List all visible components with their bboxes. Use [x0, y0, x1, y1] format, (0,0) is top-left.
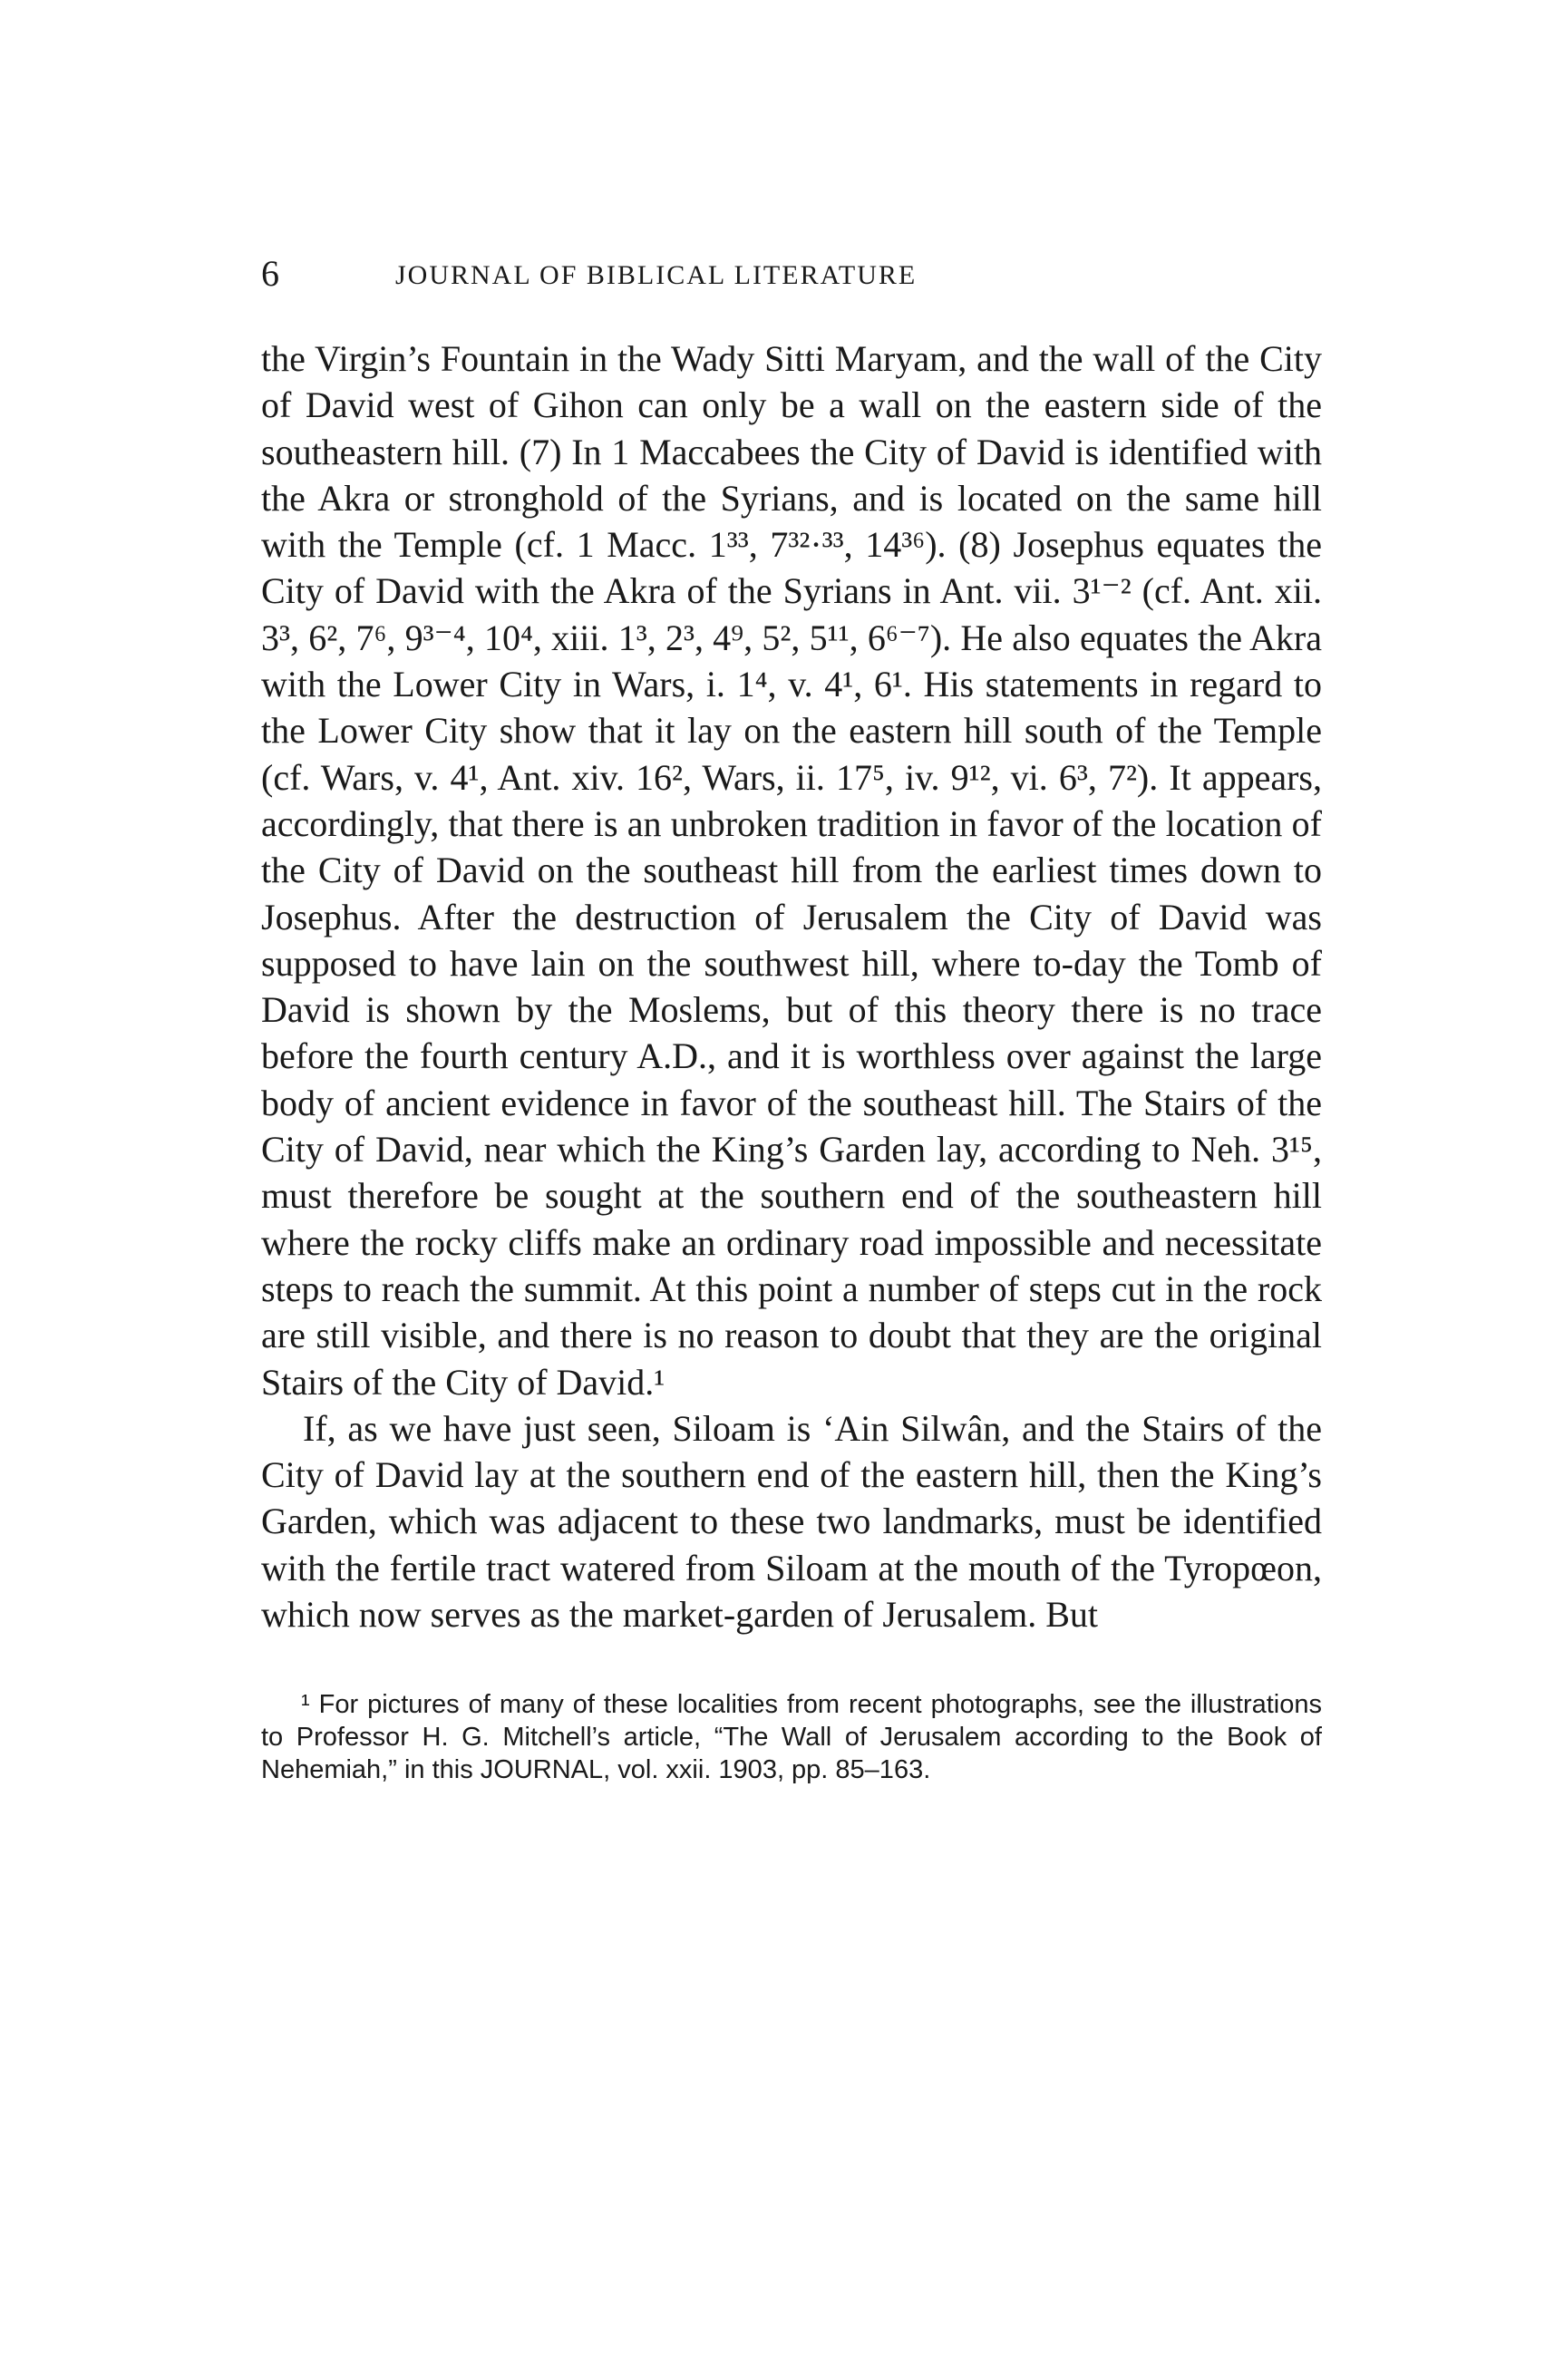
paragraph-2: If, as we have just seen, Siloam is ‘Ain Silwân, and the Stairs of the City of David lay at the southern end of the eastern hill, then the King’s Garden, which was adjacent to these two landmarks, must be identified with the fertile tract watered from Siloam at the mouth of the Tyropœon, which now serves as the market-garden of Jerusalem. But [261, 1407, 1322, 1636]
running-head [261, 254, 1322, 294]
running-title: JOURNAL OF BIBLICAL LITERATURE [395, 260, 918, 290]
body-text [261, 335, 1322, 1637]
page [261, 254, 1322, 1786]
page-number: 6 [261, 253, 279, 294]
footnotes [261, 1688, 1322, 1786]
footnote-1: ¹ For pictures of many of these localities from recent photographs, see the illustrations to Professor H. G. Mitchell’s article, “The Wall of Jerusalem according to the Book of Nehemiah,” in this JOURNAL, vol. xxii. 1903, pp. 85–163. [261, 1690, 1322, 1785]
paragraph-1: the Virgin’s Fountain in the Wady Sitti Maryam, and the wall of the City of David west of Gihon can only be a wall on the eastern side of the southeastern hill. (7) In 1 Maccabees the City of David is identified with the Akra or stronghold of the Syrians, and is located on the same hill with the Temple (cf. 1 Macc. 1³³, 7³²·³³, 14³⁶). (8) Josephus equates the City of David with the Akra of the Syrians in Ant. vii. 3¹⁻² (cf. Ant. xii. 3³, 6², 7⁶, 9³⁻⁴, 10⁴, xiii. 1³, 2³, 4⁹, 5², 5¹¹, 6⁶⁻⁷). He also equates the Akra with the Lower City in Wars, i. 1⁴, v. 4¹, 6¹. His statements in regard to the Lower City show that it lay on the eastern hill south of the Temple (cf. Wars, v. 4¹, Ant. xiv. 16², Wars, ii. 17⁵, iv. 9¹², vi. 6³, 7²). It appears, accordingly, that there is an unbroken tradition in favor of the location of the City of David on the southeast hill from the earliest times down to Josephus. After the destruction of Jerusalem the City of David was supposed to have lain on the southwest hill, where to-day the Tomb of David is shown by the Moslems, but of this theory there is no trace before the fourth century A.D., and it is worthless over against the large body of ancient evidence in favor of the southeast hill. The Stairs of the City of David, near which the King’s Garden lay, according to Neh. 3¹⁵, must therefore be sought at the southern end of the southeastern hill where the rocky cliffs make an ordinary road impossible and necessitate steps to reach the summit. At this point a number of steps cut in the rock are still visible, and there is no reason to doubt that they are the original Stairs of the City of David.¹ [261, 338, 1322, 1403]
